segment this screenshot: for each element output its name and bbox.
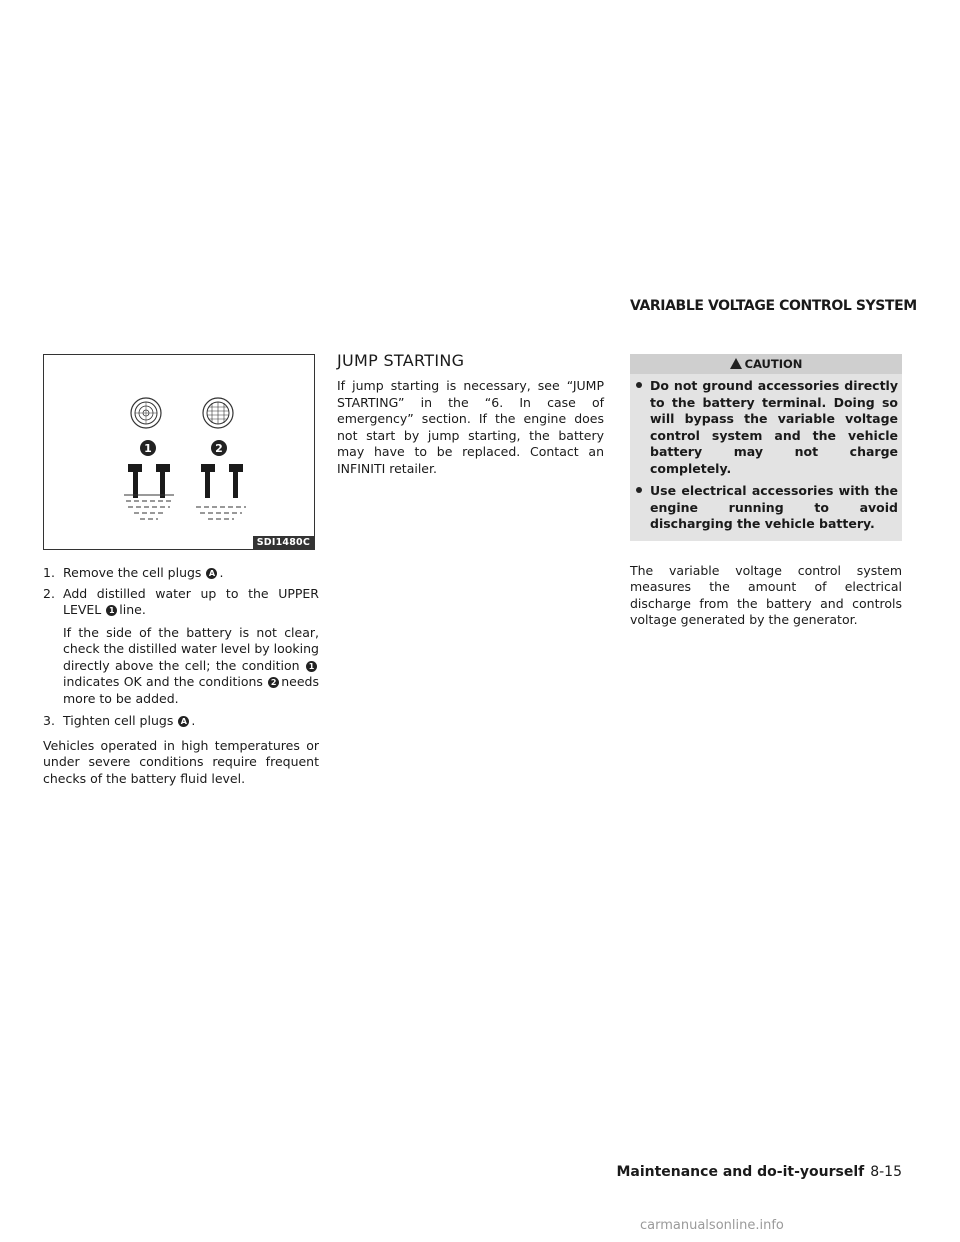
watermark: carmanualsonline.info: [640, 1218, 784, 1233]
battery-cell-illustration: [44, 355, 316, 551]
cell-plug-icon: [203, 398, 233, 428]
vvcs-paragraph: The variable voltage control system measures the amount of electrical discharge from the battery and controls voltage generated by the generator.: [630, 562, 902, 627]
caution-title: CAUTION: [630, 354, 902, 374]
ref-a-icon: A: [206, 568, 217, 579]
cell-plug-icon: [131, 398, 161, 428]
vehicles-paragraph: Vehicles operated in high temperatures or under severe conditions require frequent checks of the battery fluid level.: [43, 737, 319, 786]
ref-1-icon: 1: [106, 605, 117, 616]
svg-text:1: 1: [144, 442, 152, 455]
jump-starting-body: If jump starting is necessary, see “JUMP STARTING” in the “6. In case of emergency” section. If the engine does not start by jump starting, the battery may have to be replaced. Contact an INFINITI retailer.: [337, 378, 604, 476]
battery-fluid-instructions: [43, 565, 319, 787]
step-1: 1. Remove the cell plugs A .: [43, 565, 224, 580]
caution-item: Use electrical accessories with the engine running to avoid discharging the vehicle battery.: [630, 479, 902, 535]
figure-code: SDI1480C: [253, 536, 314, 549]
page-number: 8-15: [870, 1164, 902, 1180]
step-3: 3. Tighten cell plugs A .: [43, 713, 196, 728]
jump-starting-heading: JUMP STARTING: [337, 351, 465, 370]
battery-cell-figure: [43, 354, 315, 550]
caution-box: [630, 354, 902, 541]
caution-item: Do not ground accessories directly to the battery terminal. Doing so will bypass the variable voltage control system and the vehicle battery may not charge completely.: [630, 374, 902, 479]
jump-starting-section: [337, 352, 604, 477]
ref-2-icon: 2: [268, 677, 279, 688]
warning-icon: [730, 358, 742, 369]
bullet-icon: [636, 382, 642, 388]
ref-1-icon: 1: [306, 661, 317, 672]
step-2: 2. Add distilled water up to the UPPER LEVEL 1 line.: [43, 585, 319, 617]
step-2-note: If the side of the battery is not clear, check the distilled water level by looking directly above the cell; the condition 1indicates OK and the conditions 2 needs more to be added.: [63, 624, 319, 706]
page-footer: [580, 1164, 902, 1180]
vvcs-section: [630, 354, 902, 629]
footer-section: Maintenance and do-it-yourself: [616, 1164, 865, 1180]
ref-a-icon: A: [178, 716, 189, 727]
bullet-icon: [636, 487, 642, 493]
svg-text:2: 2: [215, 442, 223, 455]
section-header: VARIABLE VOLTAGE CONTROL SYSTEM: [630, 298, 917, 314]
